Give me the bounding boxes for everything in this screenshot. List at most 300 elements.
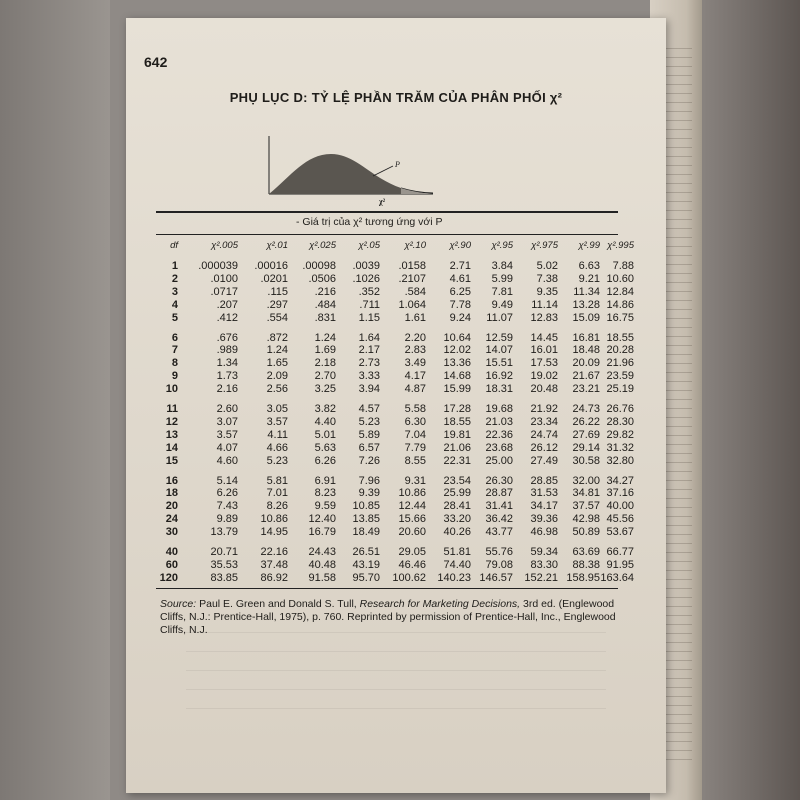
table-cell: 20.71 [210,546,238,558]
table-cell: 46.98 [530,526,558,539]
table-cell: 63.69 [572,546,600,558]
table-cell: 4.66 [266,441,288,454]
table-cell: 3.57 [216,428,238,441]
table-cell: 7.26 [358,454,380,467]
table-cell: 14.07 [485,344,513,357]
table-row [156,571,634,585]
table-cell: .2107 [398,272,426,285]
table-cell: 1.34 [216,357,238,370]
table-cell: 22.16 [260,546,288,558]
df-cell: 24 [165,513,178,526]
table-cell: 5.01 [314,428,336,441]
df-cell: 6 [171,331,178,344]
table-bottom-rule [156,588,618,589]
curve-label-chi: χ² [379,197,386,206]
table-cell: 7.01 [266,487,288,500]
table-cell: 21.92 [530,403,558,415]
table-cell: 13.85 [352,513,380,526]
table-cell: 3.25 [314,383,336,396]
table-cell: 21.06 [443,441,471,454]
table-cell: 43.19 [352,558,380,571]
table-cell: .000039 [198,260,238,272]
table-cell: 2.60 [216,403,238,415]
table-cell: 17.53 [530,357,558,370]
table-cell: 22.31 [443,454,471,467]
df-cell: 2 [171,272,178,285]
table-cell: .554 [266,311,288,324]
table-cell: 13.28 [572,298,600,311]
table-cell: 27.49 [530,454,558,467]
table-cell: 50.89 [572,526,600,539]
table-cell: 2.18 [314,357,336,370]
table-cell: 23.21 [572,383,600,396]
table-cell: 21.67 [572,370,600,383]
table-cell: 1.15 [358,311,380,324]
table-cell: 12.40 [308,513,336,526]
table-cell: 53.67 [606,526,634,539]
table-row [156,383,634,396]
df-cell: 4 [171,298,178,311]
table-header-cell: χ².01 [266,240,288,251]
df-cell: 18 [165,487,178,500]
df-cell: 8 [171,357,178,370]
table-cell: 83.85 [210,571,238,584]
table-cell: 30.58 [572,454,600,467]
df-cell: 30 [165,526,178,539]
table-cell: 32.80 [606,454,634,467]
df-cell: 14 [165,441,178,454]
table-cell: .484 [314,298,336,311]
source-details: 3rd ed. (Englewood Cliffs, N.J.: Prentice-Hall, 1975), p. 760. Reprinted by permission of Prentice-Hall, Inc., Englewood Cliffs, N.J. [160,598,616,636]
table-cell: 4.60 [216,454,238,467]
table-header-cell: χ².995 [607,240,634,251]
table-cell: 2.17 [358,344,380,357]
table-cell: .00016 [254,260,288,272]
table-cell: 3.49 [404,357,426,370]
table-cell: 9.89 [216,513,238,526]
table-row [156,298,634,312]
table-cell: 28.41 [443,500,471,513]
table-cell: 14.68 [443,370,471,383]
table-cell: 86.92 [260,571,288,584]
table-cell: 7.78 [449,298,471,311]
table-cell: 4.40 [314,415,336,428]
table-header-cell: χ².05 [358,240,380,251]
table-row [156,454,634,468]
table-cell: 16.01 [530,344,558,357]
table-cell: 9.39 [358,487,380,500]
df-cell: 120 [159,571,178,584]
table-cell: 33.20 [443,513,471,526]
table-row [156,487,634,500]
table-cell: 28.30 [606,415,634,428]
table-cell: 7.38 [536,272,558,285]
table-header-cell: χ².005 [211,240,238,251]
table-top-rule [156,211,618,213]
table-row [156,526,634,539]
table-cell: 1.24 [266,344,288,357]
table-cell: 23.34 [530,415,558,428]
table-cell: .0201 [260,272,288,285]
table-cell: .0506 [308,272,336,285]
table-cell: 36.42 [485,513,513,526]
table-cell: 10.86 [398,487,426,500]
table-cell: 4.07 [216,441,238,454]
table-cell: 12.84 [606,285,634,298]
source-book: Research for Marketing Decisions, [359,598,521,610]
table-cell: 43.77 [485,526,513,539]
table-cell: 51.81 [443,546,471,558]
table-cell: 23.68 [485,441,513,454]
table-cell: 14.86 [606,298,634,311]
table-row [156,260,634,273]
table-cell: 95.70 [352,571,380,584]
table-cell: 16.81 [572,331,600,344]
table-cell: 74.40 [443,558,471,571]
table-cell: 2.20 [404,331,426,344]
table-cell: .831 [314,311,336,324]
table-cell: 15.51 [485,357,513,370]
table-cell: 163.64 [600,571,634,584]
table-cell: 4.61 [449,272,471,285]
table-cell: 20.09 [572,357,600,370]
table-cell: 140.23 [437,571,471,584]
table-cell: 27.69 [572,428,600,441]
table-cell: 18.49 [352,526,380,539]
table-row [156,370,634,383]
table-header-cell: χ².975 [531,240,558,251]
table-cell: 6.57 [358,441,380,454]
table-cell: 20.48 [530,383,558,396]
table-cell: 18.48 [572,344,600,357]
table-cell: 25.99 [443,487,471,500]
table-cell: 2.09 [266,370,288,383]
table-cell: 1.064 [398,298,426,311]
table-cell: 11.07 [486,311,513,324]
table-cell: 3.07 [216,415,238,428]
table-cell: 11.14 [531,298,558,311]
table-cell: 31.32 [606,441,634,454]
df-cell: 7 [171,344,178,357]
table-cell: 6.30 [404,415,426,428]
table-cell: 18.55 [443,415,471,428]
page-title: PHỤ LỤC D: TỶ LỆ PHẦN TRĂM CỦA PHÂN PHỐI χ² [229,90,563,105]
df-cell: 9 [171,370,178,383]
table-cell: 79.08 [485,558,513,571]
table-cell: 1.69 [314,344,336,357]
table-cell: 7.96 [358,474,380,487]
table-cell: 21.96 [606,357,634,370]
table-cell: 25.19 [606,383,634,396]
table-cell: 28.85 [530,474,558,487]
table-cell: 17.28 [443,403,471,415]
table-cell: 26.51 [352,546,380,558]
table-cell: 6.25 [449,285,471,298]
df-cell: 3 [171,285,178,298]
table-subheader: - Giá trị của χ² tương ứng với P [296,216,443,228]
table-cell: 2.16 [216,383,238,396]
table-cell: 14.45 [530,331,558,344]
table-cell: .0039 [352,260,380,272]
table-row [156,403,634,416]
table-row [156,513,634,526]
table-cell: 37.48 [260,558,288,571]
table-cell: 5.63 [314,441,336,454]
table-cell: 7.04 [404,428,426,441]
table-cell: .216 [314,285,336,298]
table-cell: 10.86 [260,513,288,526]
table-cell: .584 [404,285,426,298]
table-cell: 1.65 [266,357,288,370]
table-header-cell: χ².90 [449,240,471,251]
table-cell: 11.34 [573,285,600,298]
book-page [126,18,666,793]
table-cell: 19.68 [485,403,513,415]
table-cell: 29.05 [398,546,426,558]
table-cell: .0717 [210,285,238,298]
table-cell: 2.71 [449,260,471,272]
table-cell: 5.99 [491,272,513,285]
table-row [156,428,634,442]
curve-label-p: P [395,160,400,169]
table-cell: .352 [358,285,380,298]
table-cell: 9.35 [536,285,558,298]
table-cell: 9.21 [578,272,600,285]
table-cell: 3.84 [491,260,513,272]
table-cell: .00098 [302,260,336,272]
bleed-through-text [186,618,606,728]
table-header-cell: χ².99 [578,240,600,251]
table-cell: .412 [216,311,238,324]
table-cell: 22.36 [485,428,513,441]
table-cell: 1.61 [404,311,426,324]
table-cell: 34.27 [606,474,634,487]
table-cell: 15.99 [443,383,471,396]
table-cell: 6.26 [216,487,238,500]
source-authors: Paul E. Green and Donald S. Tull, [199,598,357,610]
table-cell: 7.88 [612,260,634,272]
table-cell: 16.79 [308,526,336,539]
table-cell: 3.05 [266,403,288,415]
table-cell: 15.66 [398,513,426,526]
table-cell: 29.14 [572,441,600,454]
table-cell: 28.87 [485,487,513,500]
df-cell: 5 [171,311,178,324]
table-cell: 2.70 [314,370,336,383]
table-cell: 12.83 [530,311,558,324]
table-cell: 4.17 [404,370,426,383]
table-cell: 40.48 [308,558,336,571]
background-right [690,0,800,800]
table-cell: 1.64 [358,331,380,344]
table-row [156,272,634,286]
table-cell: 4.57 [358,403,380,415]
df-cell: 40 [165,546,178,558]
table-cell: 5.89 [358,428,380,441]
table-cell: .0158 [398,260,426,272]
table-row [156,415,634,429]
table-cell: 3.82 [314,403,336,415]
table-cell: 16.92 [485,370,513,383]
table-cell: 24.73 [572,403,600,415]
table-row [156,546,634,559]
table-cell: 40.00 [606,500,634,513]
table-cell: 18.31 [485,383,513,396]
table-cell: 16.75 [606,311,634,324]
df-cell: 20 [165,500,178,513]
table-cell: 18.55 [606,331,634,344]
table-cell: 39.36 [530,513,558,526]
table-cell: 88.38 [572,558,600,571]
table-cell: .0100 [210,272,238,285]
table-cell: 37.16 [606,487,634,500]
table-cell: 20.28 [606,344,634,357]
table-cell: 26.76 [606,403,634,415]
table-cell: 83.30 [530,558,558,571]
table-cell: 19.02 [530,370,558,383]
table-cell: .872 [266,331,288,344]
df-cell: 11 [166,403,178,415]
table-cell: .207 [216,298,238,311]
table-cell: .297 [266,298,288,311]
table-cell: 13.36 [443,357,471,370]
table-cell: 26.22 [572,415,600,428]
table-row [156,344,634,357]
df-cell: 15 [165,454,178,467]
table-cell: 8.26 [266,500,288,513]
table-cell: .711 [359,298,380,311]
table-cell: 29.82 [606,428,634,441]
table-cell: 91.58 [308,571,336,584]
table-cell: 2.83 [404,344,426,357]
table-cell: 23.59 [606,370,634,383]
table-header-cell: df [170,240,178,251]
table-cell: 12.44 [398,500,426,513]
df-cell: 16 [165,474,178,487]
table-cell: 34.81 [572,487,600,500]
table-cell: 13.79 [210,526,238,539]
page-number: 642 [144,54,168,70]
table-cell: 9.24 [449,311,471,324]
table-cell: 152.21 [524,571,558,584]
table-cell: 19.81 [443,428,471,441]
table-cell: 25.00 [485,454,513,467]
table-cell: 8.55 [404,454,426,467]
df-cell: 13 [165,428,178,441]
table-cell: 10.85 [352,500,380,513]
table-cell: 4.87 [404,383,426,396]
table-cell: 5.02 [536,260,558,272]
table-cell: 20.60 [398,526,426,539]
table-cell: 7.79 [404,441,426,454]
table-header-cell: χ².95 [491,240,513,251]
table-cell: 91.95 [606,558,634,571]
table-cell: 55.76 [485,546,513,558]
table-cell: 4.11 [267,428,288,441]
table-cell: 21.03 [485,415,513,428]
table-header-row [156,240,634,253]
table-cell: 42.98 [572,513,600,526]
table-cell: 5.14 [216,474,238,487]
background-left [0,0,110,800]
table-cell: 5.23 [358,415,380,428]
table-cell: 31.41 [485,500,513,513]
table-header-cell: χ².025 [309,240,336,251]
table-cell: 6.26 [314,454,336,467]
table-cell: 23.54 [443,474,471,487]
table-cell: 2.56 [266,383,288,396]
table-cell: 66.77 [606,546,634,558]
table-cell: 9.31 [404,474,426,487]
table-cell: 8.23 [314,487,336,500]
df-cell: 12 [165,415,178,428]
table-cell: 10.60 [606,272,634,285]
table-cell: 3.94 [358,383,380,396]
table-cell: 5.81 [266,474,288,487]
table-subheader-rule [156,234,618,235]
table-cell: 7.81 [491,285,513,298]
table-cell: 37.57 [572,500,600,513]
table-cell: 59.34 [530,546,558,558]
table-cell: 45.56 [606,513,634,526]
table-cell: 3.33 [358,370,380,383]
table-cell: 5.23 [266,454,288,467]
chi-square-curve-figure [261,136,441,206]
table-cell: 158.95 [566,571,600,584]
table-cell: 146.57 [479,571,513,584]
table-cell: .115 [267,285,288,298]
table-cell: 35.53 [210,558,238,571]
table-cell: 7.43 [216,500,238,513]
table-row [156,474,634,488]
table-row [156,331,634,345]
table-cell: .1026 [352,272,380,285]
table-cell: 15.09 [572,311,600,324]
table-cell: 3.57 [266,415,288,428]
table-cell: 10.64 [443,331,471,344]
table-cell: 1.73 [216,370,238,383]
df-cell: 10 [165,383,178,396]
df-cell: 1 [171,260,178,272]
table-cell: 31.53 [530,487,558,500]
table-cell: 14.95 [260,526,288,539]
table-cell: 26.30 [485,474,513,487]
table-cell: 6.91 [314,474,336,487]
table-cell: 24.74 [530,428,558,441]
table-cell: 12.59 [485,331,513,344]
table-cell: 34.17 [530,500,558,513]
table-cell: 40.26 [443,526,471,539]
source-prefix: Source: [160,598,197,610]
table-cell: 100.62 [392,571,426,584]
table-row [156,285,634,299]
table-row [156,441,634,455]
table-cell: 1.24 [314,331,336,344]
df-cell: 60 [165,558,178,571]
table-row [156,500,634,513]
table-cell: 32.00 [572,474,600,487]
table-cell: 9.49 [491,298,513,311]
table-row [156,558,634,572]
table-cell: .676 [216,331,238,344]
table-cell: 6.63 [578,260,600,272]
table-cell: 46.46 [398,558,426,571]
table-cell: 12.02 [443,344,471,357]
table-row [156,357,634,370]
table-row [156,311,634,325]
table-cell: 24.43 [308,546,336,558]
table-header-cell: χ².10 [404,240,426,251]
